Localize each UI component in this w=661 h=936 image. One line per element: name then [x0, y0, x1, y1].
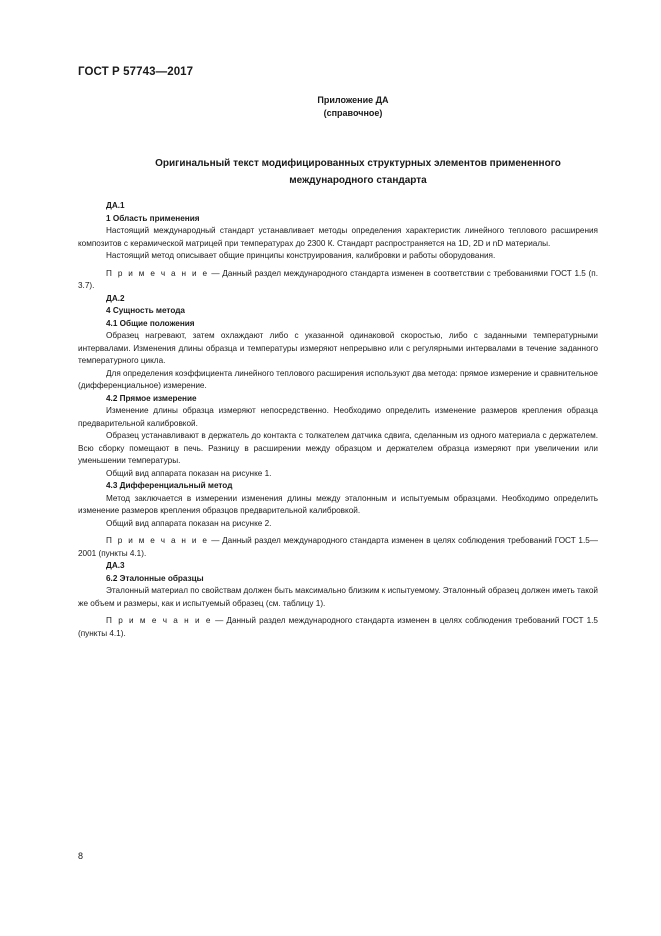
- section-4-3-paragraph-2: Общий вид аппарата показан на рисунке 2.: [106, 518, 272, 528]
- section-da3-label: ДА.3: [106, 561, 125, 570]
- annex-subtitle: (справочное): [323, 108, 383, 118]
- note-1-text: — Данный раздел международного стандарта изменен в соответствии с требованиями ГОСТ 1.5 (п. 3.7).: [78, 268, 598, 290]
- section-da1-label: ДА.1: [106, 201, 125, 210]
- section-1-heading: 1 Область применения: [106, 213, 200, 223]
- section-4-2-paragraph-2: Образец устанавливают в держатель до контакта с толкателем датчика сдвига, сделанным из одного материала с держателем. Всю сборку помещают в печь. Разницу в расширении между образцом и держателем образца измеряют при увеличении или уменьшении температуры.: [78, 431, 598, 465]
- section-4-2-paragraph-1: Изменение длины образца измеряют непосредственно. Необходимо определить изменение размеров крепления образца предварительной калибровкой.: [78, 406, 598, 428]
- note-2-label: П р и м е ч а н и е: [106, 536, 209, 545]
- section-4-2-heading: 4.2 Прямое измерение: [106, 393, 197, 403]
- section-4-1-paragraph-2: Для определения коэффициента линейного теплового расширения используют два метода: прямое измерение и сравнительное (дифференциальное) измерение.: [78, 368, 598, 390]
- document-title-line1: Оригинальный текст модифицированных структурных элементов примененного: [155, 158, 561, 169]
- section-4-3-paragraph-1: Метод заключается в измерении изменения длины между эталонным и испытуемым образцами. Необходимо определить изменение размеров крепления образцов предварительной калибровкой.: [78, 493, 598, 515]
- section-1-paragraph-1: Настоящий международный стандарт устанавливает методы определения характеристик линейного теплового расширения композитов с керамической матрицей при температурах до 2300 К. Стандарт распространяется на 1D, 2D и nD материалы.: [78, 226, 598, 248]
- document-header: ГОСТ Р 57743—2017: [78, 66, 194, 78]
- annex-title: Приложение ДА: [317, 95, 389, 105]
- section-6-2-paragraph-1: Эталонный материал по свойствам должен быть максимально близким к испытуемому. Эталонный образец должен иметь такой же объем и размеры, как и испытуемый образец (см. таблицу 1).: [78, 586, 598, 608]
- note-3-label: П р и м е ч а н и е: [106, 616, 212, 625]
- section-6-2-heading: 6.2 Эталонные образцы: [106, 573, 204, 583]
- document-body: [78, 200, 598, 640]
- document-title: [78, 155, 638, 189]
- note-3: [78, 615, 598, 640]
- section-da2-label: ДА.2: [106, 293, 125, 303]
- section-4-1-heading: 4.1 Общие положения: [106, 318, 195, 328]
- section-4-2-paragraph-3: Общий вид аппарата показан на рисунке 1.: [106, 468, 272, 478]
- section-4-1-paragraph-1: Образец нагревают, затем охлаждают либо с указанной одинаковой скоростью, либо с заданными температурными интервалами. Изменения длины образца и температуры измеряют непрерывно или с регулярными интервалами в течение заданного температурного цикла.: [78, 331, 598, 365]
- section-4-3-heading: 4.3 Дифференциальный метод: [106, 481, 233, 490]
- note-1-label: П р и м е ч а н и е: [106, 268, 209, 278]
- note-2: [78, 535, 598, 560]
- note-3-text: — Данный раздел международного стандарта изменен в целях соблюдения требований ГОСТ 1.5 (пункты 4.1).: [78, 616, 598, 638]
- note-1: [78, 268, 598, 293]
- section-1-paragraph-2: Настоящий метод описывает общие принципы конструирования, калибровки и работы оборудования.: [106, 251, 496, 260]
- note-2-text: — Данный раздел международного стандарта изменен в целях соблюдения требований ГОСТ 1.5—2001 (пункты 4.1).: [78, 536, 598, 558]
- page-number: 8: [78, 851, 84, 861]
- document-title-line2: международного стандарта: [289, 175, 427, 186]
- section-4-heading: 4 Сущность метода: [106, 306, 185, 315]
